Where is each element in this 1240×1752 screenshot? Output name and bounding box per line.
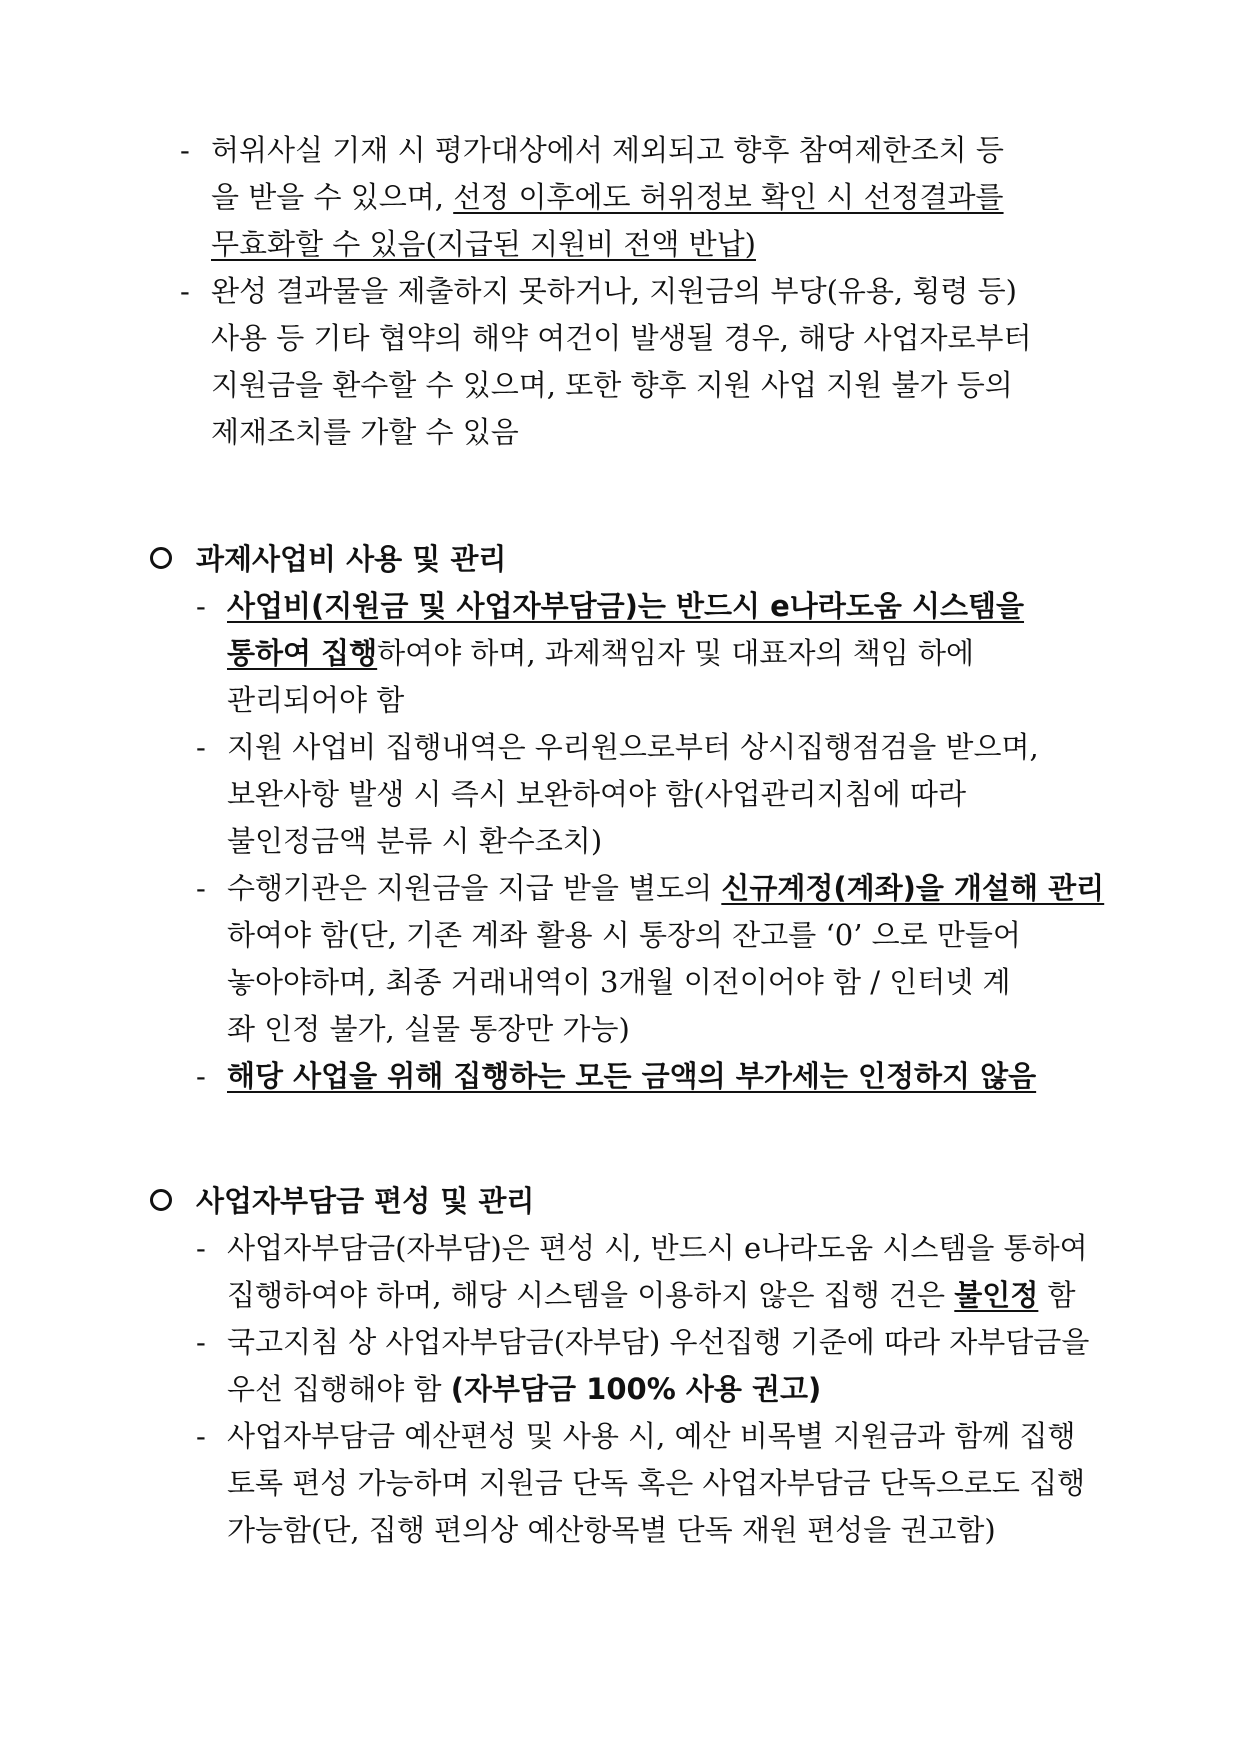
section1-bullet-3 [0,865,1240,1053]
section-project-budget [0,535,1240,1100]
text-line: 국고지침 상 사업자부담금(자부담) 우선집행 기준에 따라 자부담금을 [227,1325,1090,1359]
section-heading [0,1177,1240,1225]
intro-bullet-2 [0,268,1240,456]
text-line: 사업자부담금 예산편성 및 사용 시, 예산 비목별 지원금과 함께 집행 [227,1419,1076,1453]
text-run: 허위사실 기재 시 평가대상에서 제외되고 향후 참여제한조치 등 [211,133,1004,167]
section-title: 과제사업비 사용 및 관리 [196,542,507,576]
bullet-dash: - [196,871,206,905]
text-run: 우선 집행해야 함 [227,1372,451,1406]
bold-underlined-text: 불인정 [954,1278,1039,1312]
text-line: 보완사항 발생 시 즉시 보완하여야 함(사업관리지침에 따라 [227,777,966,811]
text-line: 하여야 함(단, 기존 계좌 활용 시 통장의 잔고를 ‘0’ 으로 만들어 [227,918,1021,952]
text-run: 집행하여야 하며, 해당 시스템을 이용하지 않은 집행 건은 [227,1278,955,1312]
section2-bullet-3 [0,1413,1240,1554]
bullet-dash: - [196,589,206,623]
circle-bullet-icon [150,1189,172,1211]
bold-underlined-text: 해당 사업을 위해 집행하는 모든 금액의 부가세는 인정하지 않음 [227,1059,1037,1093]
bullet-dash: - [196,1419,206,1453]
section1-bullet-4 [0,1053,1240,1100]
text-run: 수행기관은 지원금을 지급 받을 별도의 [227,871,722,905]
text-line: 지원 사업비 집행내역은 우리원으로부터 상시집행점검을 받으며, [227,730,1039,764]
text-line: 지원금을 환수할 수 있으며, 또한 향후 지원 사업 지원 불가 등의 [211,368,1013,402]
bold-underlined-text: 통하여 집행 [227,636,378,670]
bullet-dash: - [180,274,190,308]
intro-block [0,127,1240,456]
text-line: 완성 결과물을 제출하지 못하거나, 지원금의 부당(유용, 횡령 등) [211,274,1017,308]
bold-underlined-text: 사업비(지원금 및 사업자부담금)는 반드시 e나라도움 시스템을 [227,589,1025,623]
text-line: 토록 편성 가능하며 지원금 단독 혹은 사업자부담금 단독으로도 집행 [227,1466,1086,1500]
section-heading [0,535,1240,583]
text-line [211,127,1119,174]
text-line [227,1053,1119,1100]
section-title: 사업자부담금 편성 및 관리 [196,1184,535,1218]
bold-text: (자부담금 100% 사용 권고) [450,1372,822,1406]
text-line [211,221,1119,268]
text-line: 가능함(단, 집행 편의상 예산항목별 단독 재원 편성을 권고함) [227,1513,996,1547]
bullet-dash: - [196,1059,206,1093]
underlined-text: 선정 이후에도 허위정보 확인 시 선정결과를 [453,180,1004,214]
bullet-dash: - [196,730,206,764]
text-line [227,1366,1119,1413]
text-run: 하여야 하며, 과제책임자 및 대표자의 책임 하에 [377,636,974,670]
section1-bullet-2 [0,724,1240,865]
bullet-dash: - [180,133,190,167]
bullet-dash: - [196,1325,206,1359]
text-line: 불인정금액 분류 시 환수조치) [227,824,603,858]
text-line [227,630,1119,677]
text-line: 놓아야하며, 최종 거래내역이 3개월 이전이어야 함 / 인터넷 계 [227,965,1011,999]
text-line [211,174,1119,221]
underlined-text: 무효화할 수 있음(지급된 지원비 전액 반납) [211,227,756,261]
intro-bullet-1 [0,127,1240,268]
text-line [227,1272,1119,1319]
text-run: 함 [1038,1278,1076,1312]
text-line [227,865,1119,912]
section2-bullet-2 [0,1319,1240,1413]
section2-bullet-1 [0,1225,1240,1319]
text-line [227,583,1119,630]
section-self-funding [0,1177,1240,1554]
section1-bullet-1 [0,583,1240,724]
text-run: 을 받을 수 있으며, [211,180,454,214]
text-line: 사업자부담금(자부담)은 편성 시, 반드시 e나라도움 시스템을 통하여 [227,1231,1088,1265]
text-line: 제재조치를 가할 수 있음 [211,415,519,449]
bullet-dash: - [196,1231,206,1265]
text-line: 사용 등 기타 협약의 해약 여건이 발생될 경우, 해당 사업자로부터 [211,321,1032,355]
circle-bullet-icon [150,547,172,569]
text-line: 좌 인정 불가, 실물 통장만 가능) [227,1012,630,1046]
text-line: 관리되어야 함 [227,683,405,717]
bold-underlined-text: 신규계정(계좌)을 개설해 관리 [721,871,1105,905]
